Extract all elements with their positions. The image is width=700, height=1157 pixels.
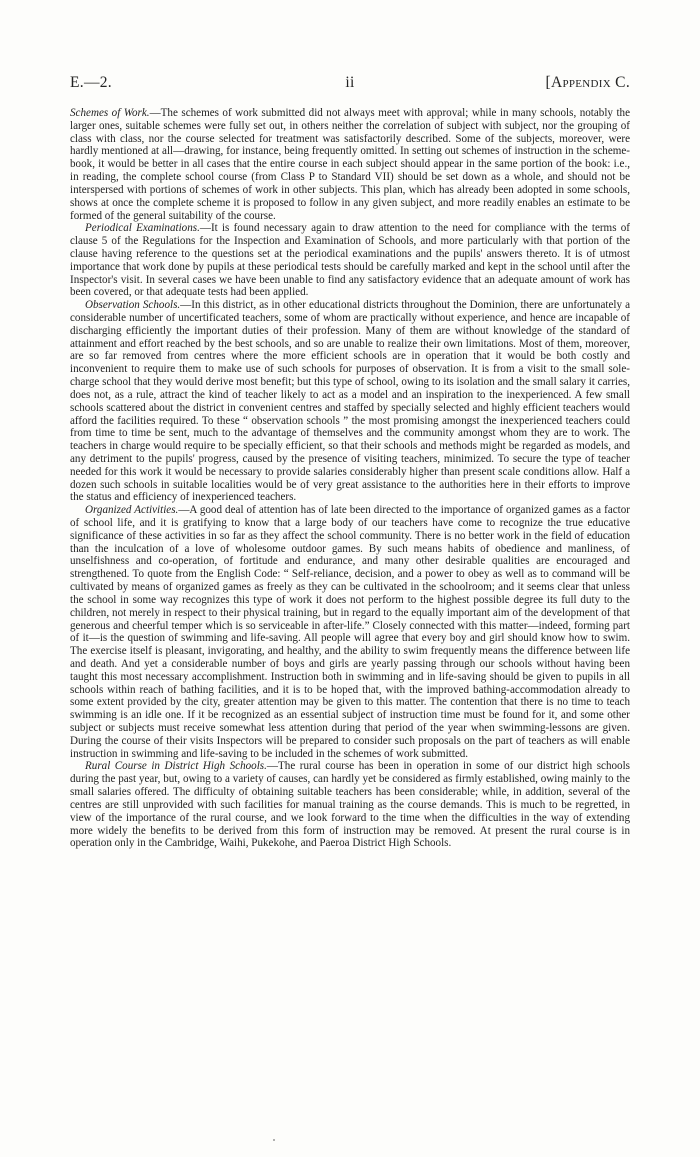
print-speck xyxy=(273,1139,275,1141)
paragraph-observation-schools xyxy=(70,299,630,504)
paragraph-schemes-of-work xyxy=(70,107,630,222)
paragraph-periodical-examinations xyxy=(70,222,630,299)
paragraph-text: —The schemes of work submitted did not always meet with approval; while in many schools, notably the larger ones, suitable schemes were fully set out, in others neither the correlation of subject with subject, nor the grouping of class with class, nor the course selected for treatment was satisfactorily described. Some of the subjects, moreover, were hardly mentioned at all—drawing, for instance, being frequently omitted. In setting out schemes of instruction in the scheme-book, it would be better in all cases that the entire course in each subject should appear in the same portion of the book: i.e., in reading, the complete school course (from Class P to Standard VII) should be set down as a whole, and should not be interspersed with portions of schemes of work in other subjects. This plan, which has already been adopted in some schools, shows at once the complete scheme it is proposed to follow in any given subject, and more readily enables an estimate to be formed of the general suitability of the course. xyxy=(70,107,630,222)
paragraph-title: Schemes of Work. xyxy=(70,107,150,119)
page-number: ii xyxy=(345,74,355,91)
paragraph-rural-course xyxy=(70,760,630,850)
document-code: E.—2. xyxy=(70,74,112,91)
appendix-label: [Appendix C. xyxy=(545,74,630,91)
paragraph-title: Periodical Examinations. xyxy=(85,222,200,235)
paragraph-text: —The rural course has been in operation in some of our district high schools during the past year, but, owing to a variety of causes, can hardly yet be considered as firmly established, owing mainly to the small salaries offered. The difficulty of obtaining suitable teachers has been considerable; while, in addition, several of the centres are still unprovided with such facilities for manual training as the course demands. This is much to be regretted, in view of the importance of the rural course, and we look forward to the time when the difficulties in the way of extending more widely the benefits to be derived from this form of instruction may be removed. At present the rural course is in operation only in the Cambridge, Waihi, Pukekohe, and Paeroa District High Schools. xyxy=(70,760,630,850)
paragraph-text: —A good deal of attention has of late been directed to the importance of organized games as a factor of school life, and it is gratifying to know that a large body of our teachers have come to recognize the true educative significance of these activities in so far as they affect the school community. There is no better work in the field of education than the inculcation of a love of wholesome outdoor games. By such means habits of obedience and manliness, of unselfishness and co-operation, of fortitude and endurance, and many other desirable qualities are encouraged and strengthened. To quote from the English Code: “ Self-reliance, decision, and a power to obey as well as to command will be cultivated by means of organized games as freely as they can be cultivated in the schoolroom; and it seems clear that unless the school in some way recognizes this type of work it does not perform to the highest possible degree its full duty to the children, not merely in respect to their physical training, but in regard to the equally important aim of the development of that generous and cheerful temper which is so serviceable in after-life.” Closely connected with this matter—indeed, forming part of it—is the question of swimming and life-saving. All people will agree that every boy and girl should know how to swim. The exercise itself is pleasant, invigorating, and healthy, and the ability to swim frequently means the difference between life and death. And yet a considerable number of boys and girls are yearly passing through our schools without having been taught this most necessary accomplishment. Instruction both in swimming and in life-saving should be given to pupils in all schools within reach of bathing facilities, and it is to be hoped that, with the improved bathing-accommodation already to some extent provided by the city, greater attention may be given to this matter. The contention that there is no time to teach swimming is an idle one. If it be recognized as an essential subject of instruction time must be found for it, and some other subject or subjects must receive somewhat less attention during that period of the year when swimming-lessons are given. During the course of their visits Inspectors will be prepared to consider such proposals on the part of teachers as will enable instruction in swimming and life-saving to be included in the schemes of work submitted. xyxy=(70,504,630,760)
paragraph-text: —It is found necessary again to draw attention to the need for compliance with the terms of clause 5 of the Regulations for the Inspection and Examination of Schools, and more particularly with that portion of the clause having reference to the questions set at the periodical examinations and the pupils' answers thereto. It is of utmost importance that work done by pupils at these periodical tests should be carefully marked and kept in the school until after the Inspector's visit. In several cases we have been unable to find any satisfactory evidence that an adequate amount of work has been covered, or that adequate tests had been applied. xyxy=(70,222,630,299)
paragraph-title: Rural Course in District High Schools. xyxy=(85,760,267,773)
page-header xyxy=(70,74,630,96)
paragraph-text: —In this district, as in other educational districts throughout the Dominion, there are unfortunately a considerable number of uncertificated teachers, some of whom are practically without experience, and hence are incapable of discharging efficiently the important duties of their profession. Many of them are without knowledge of the standard of attainment and effort reached by the best schools, and so are unable to realize their own limitations. Most of them, moreover, are so far removed from centres where the more efficient schools are in operation that it would be both costly and inconvenient to require them to make use of such schools for purposes of observation. It is from a visit to the small sole-charge school that they would derive most benefit; but this type of school, owing to its isolation and the small salary it carries, does not, as a rule, attract the kind of teacher likely to act as a model and an inspiration to the inexperienced. A few small schools scattered about the district in convenient centres and staffed by specially selected and highly efficient teachers would afford the facilities required. To these “ observation schools ” the most promising amongst the inexperienced teachers could from time to time be sent, much to the advantage of themselves and the community amongst whom they are to work. The teachers in charge would require to be specially efficient, so that their schools and methods might be regarded as models, and any detriment to the pupils' progress, caused by the presence of visiting teachers, minimized. To secure the type of teacher needed for this work it would be necessary to provide salaries considerably higher than present scale conditions allow. Half a dozen such schools in suitable localities would be of very great assistance to the authorities here in their efforts to improve the status and efficiency of inexperienced teachers. xyxy=(70,299,630,504)
paragraph-title: Organized Activities. xyxy=(85,504,179,517)
page-body xyxy=(70,107,630,850)
paragraph-title: Observation Schools. xyxy=(85,299,181,312)
paragraph-organized-activities xyxy=(70,504,630,760)
